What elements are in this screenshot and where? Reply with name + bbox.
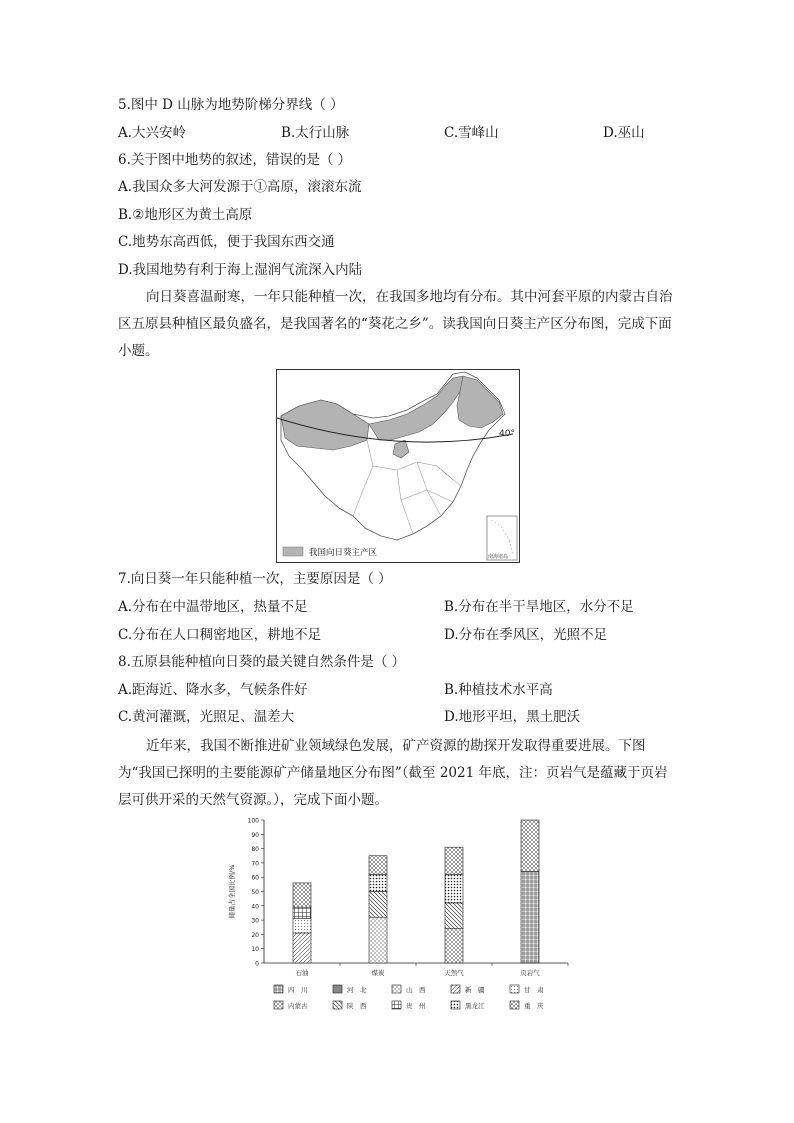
bar-segment [369, 892, 387, 918]
legend-swatch [451, 1001, 460, 1009]
legend-label: 重 庆 [524, 1002, 544, 1010]
y-tick-label: 90 [251, 831, 259, 839]
y-tick-label: 20 [251, 931, 259, 939]
legend-label: 四 川 [288, 986, 308, 994]
legend-label: 河 北 [347, 986, 367, 994]
y-tick-label: 10 [251, 946, 259, 954]
legend-label: 山 西 [406, 986, 426, 994]
passage-energy: 近年来，我国不断推进矿业领域绿色发展，矿产资源的勘探开发取得重要进展。下图为“我国已探明的主要能源矿产储量地区分布图”（截至 2021 年底，注：页岩气是蕴藏于页岩层可供开采的天然气资源。），完成下面小题。 [118, 738, 668, 808]
legend-swatch [274, 1001, 283, 1009]
q5-option-b: B.太行山脉 [281, 125, 350, 141]
legend-label: 内蒙古 [288, 1002, 308, 1010]
y-tick-label: 0 [255, 960, 259, 968]
q8-option-d: D.地形平坦，黑土肥沃 [444, 709, 581, 725]
legend-swatch [451, 985, 460, 993]
q8-option-a: A.距海近、降水多，气候条件好 [118, 682, 308, 698]
bar-segment [445, 847, 463, 874]
y-tick-label: 30 [251, 917, 259, 925]
bar-segment [369, 874, 387, 891]
legend-label: 贵 州 [406, 1002, 426, 1010]
bar-segment [521, 820, 539, 871]
legend-swatch [333, 1001, 342, 1009]
bar-segment [445, 929, 463, 963]
bar-segment [445, 903, 463, 929]
bar-segment [445, 874, 463, 903]
bar-segment [293, 933, 311, 963]
y-tick-label: 40 [251, 903, 259, 911]
bar-segment [293, 883, 311, 907]
q6-option-b: B.②地形区为黄土高原 [118, 207, 253, 223]
energy-reserve-chart [222, 808, 592, 1022]
latitude-label: 40° [499, 429, 515, 439]
q8-stem: 8.五原县能种植向日葵的最关键自然条件是（ ） [118, 654, 406, 670]
legend-label: 黑龙江 [465, 1002, 485, 1010]
sunflower-map [276, 369, 520, 563]
q5-option-a: A.大兴安岭 [118, 125, 187, 141]
legend-label: 甘 肃 [524, 986, 544, 994]
inset-label: 南海诸岛 [488, 554, 509, 560]
bar-segment [369, 917, 387, 963]
q6-option-c: C.地势东高西低，便于我国东西交通 [118, 234, 335, 250]
bar-segment [293, 919, 311, 933]
legend-swatch [510, 985, 519, 993]
legend-label: 新 疆 [465, 986, 485, 994]
q6-option-d: D.我国地势有利于海上湿润气流深入内陆 [118, 262, 363, 278]
legend-swatch [274, 985, 283, 993]
passage-sunflower: 向日葵喜温耐寒，一年只能种植一次，在我国多地均有分布。其中河套平原的内蒙古自治区五原县种植区最负盛名，是我国著名的“葵花之乡”。读我国向日葵主产区分布图，完成下面小题。 [118, 289, 673, 359]
legend-swatch [510, 1001, 519, 1009]
x-tick-label: 天然气 [444, 969, 464, 977]
x-tick-label: 煤炭 [371, 969, 385, 977]
q7-option-c: C.分布在人口稠密地区，耕地不足 [118, 627, 322, 643]
q6-option-a: A.我国众多大河发源于①高原，滚滚东流 [118, 179, 362, 195]
q5-stem: 5.图中 D 山脉为地势阶梯分界线（ ） [118, 97, 344, 113]
y-axis-label: 储量占全国比例/% [228, 864, 236, 919]
y-tick-label: 50 [251, 889, 259, 896]
legend-swatch [283, 547, 303, 556]
legend-swatch [392, 1001, 401, 1009]
y-tick-label: 100 [247, 817, 259, 825]
bar-segment [521, 871, 539, 963]
y-tick-label: 70 [251, 860, 259, 868]
x-tick-label: 石油 [295, 969, 309, 977]
q6-stem: 6.关于图中地势的叙述，错误的是（ ） [118, 152, 352, 168]
q5-option-c: C.雪峰山 [444, 125, 499, 141]
legend-label: 我国向日葵主产区 [309, 548, 378, 558]
legend-swatch [333, 985, 342, 993]
bar-segment [369, 856, 387, 875]
legend-swatch [392, 985, 401, 993]
q7-option-d: D.分布在季风区，光照不足 [444, 627, 608, 643]
legend-label: 陕 西 [347, 1002, 367, 1010]
x-tick-label: 页岩气 [520, 969, 540, 977]
y-tick-label: 80 [251, 846, 259, 854]
bar-segment [293, 907, 311, 918]
region-xinjiang [281, 400, 369, 450]
q7-option-b: B.分布在半干旱地区，水分不足 [444, 599, 634, 615]
q7-option-a: A.分布在中温带地区，热量不足 [118, 599, 308, 615]
q7-stem: 7.向日葵一年只能种植一次，主要原因是（ ） [118, 571, 392, 587]
q5-option-d: D.巫山 [603, 125, 645, 141]
y-tick-label: 60 [251, 874, 259, 882]
q8-option-b: B.种植技术水平高 [444, 682, 553, 698]
q8-option-c: C.黄河灌溉，光照足、温差大 [118, 709, 295, 725]
